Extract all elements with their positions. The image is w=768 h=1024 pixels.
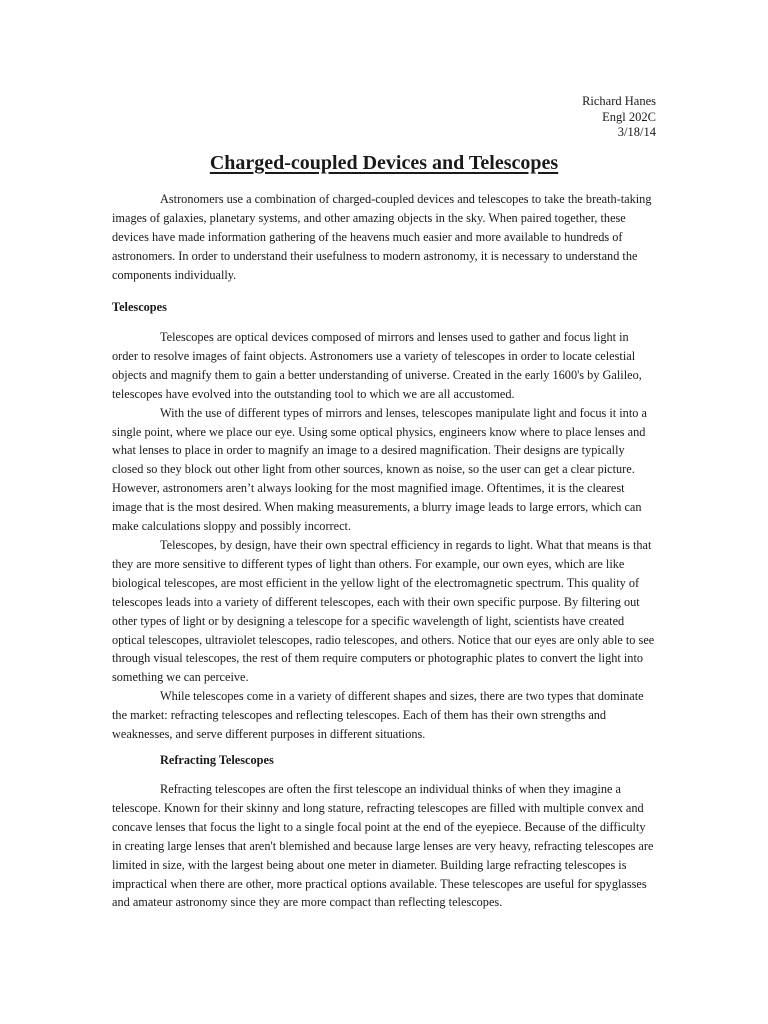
- section-heading-telescopes: Telescopes: [112, 300, 167, 314]
- refracting-section: [112, 780, 657, 912]
- document-date: 3/18/14: [617, 125, 656, 139]
- telescopes-section: [112, 328, 657, 744]
- telescopes-paragraph-2: With the use of different types of mirrors and lenses, telescopes manipulate light and focus it into a single point, where we place our eye. Using some optical physics, engineers know where to place lenses and what lenses to place in order to magnify an image to a desired magnification. Their designs are typically closed so they block out other light from other sources, known as noise, so the user can get a clear picture. However, astronomers aren’t always looking for the most magnified image. Oftentimes, it is the clearest image that is the most desired. When making measurements, a blurry image leads to large errors, which can make calculations sloppy and possibly incorrect.: [112, 405, 647, 534]
- telescopes-paragraph-1: Telescopes are optical devices composed of mirrors and lenses used to gather and focus light in order to resolve images of faint objects. Astronomers use a variety of telescopes in order to locate celestial objects and magnify them to gain a better understanding of universe. Created in the early 1600's by Galileo, telescopes have evolved into the outstanding tool to which we are all accustomed.: [112, 330, 642, 401]
- intro-section: [112, 190, 657, 285]
- refracting-paragraph-1: Refracting telescopes are often the first telescope an individual thinks of when they imagine a telescope. Known for their skinny and long stature, refracting telescopes are filled with multiple convex and concave lenses that focus the light to a single focal point at the end of the eyepiece. Because of the difficulty in creating large lenses that aren't blemished and because large lenses are very heavy, refracting telescopes are limited in size, with the largest being about one meter in diameter. Building large refracting telescopes is impractical when there are other, more practical options available. These telescopes are useful for spyglasses and amateur astronomy since they are more compact than reflecting telescopes.: [112, 782, 654, 910]
- intro-paragraph: Astronomers use a combination of charged-coupled devices and telescopes to take the breath-taking images of galaxies, planetary systems, and other amazing objects in the sky. When paired together, these devices have made information gathering of the heavens much easier and more available to hundreds of astronomers. In order to understand their usefulness to modern astronomy, it is necessary to understand the components individually.: [112, 192, 652, 282]
- author-name: Richard Hanes: [582, 94, 656, 108]
- header-block: [582, 94, 656, 141]
- telescopes-paragraph-4: While telescopes come in a variety of different shapes and sizes, there are two types that dominate the market: refracting telescopes and reflecting telescopes. Each of them has their own strengths and weaknesses, and serve different purposes in different situations.: [112, 689, 644, 742]
- section-heading-refracting: Refracting Telescopes: [160, 753, 274, 767]
- telescopes-paragraph-3: Telescopes, by design, have their own spectral efficiency in regards to light. What that means is that they are more sensitive to different types of light than others. For example, our own eyes, which are like biological telescopes, are most efficient in the yellow light of the electromagnetic spectrum. This quality of telescopes leads into a variety of different telescopes, each with their own specific purpose. By filtering out other types of light or by designing a telescope for a specific wavelength of light, scientists have created optical telescopes, ultraviolet telescopes, radio telescopes, and others. Notice that our eyes are only able to see through visual telescopes, the rest of them require computers or photographic plates to convert the light into something we can perceive.: [112, 537, 655, 685]
- course-code: Engl 202C: [602, 109, 656, 124]
- document-title: Charged-coupled Devices and Telescopes: [209, 152, 559, 174]
